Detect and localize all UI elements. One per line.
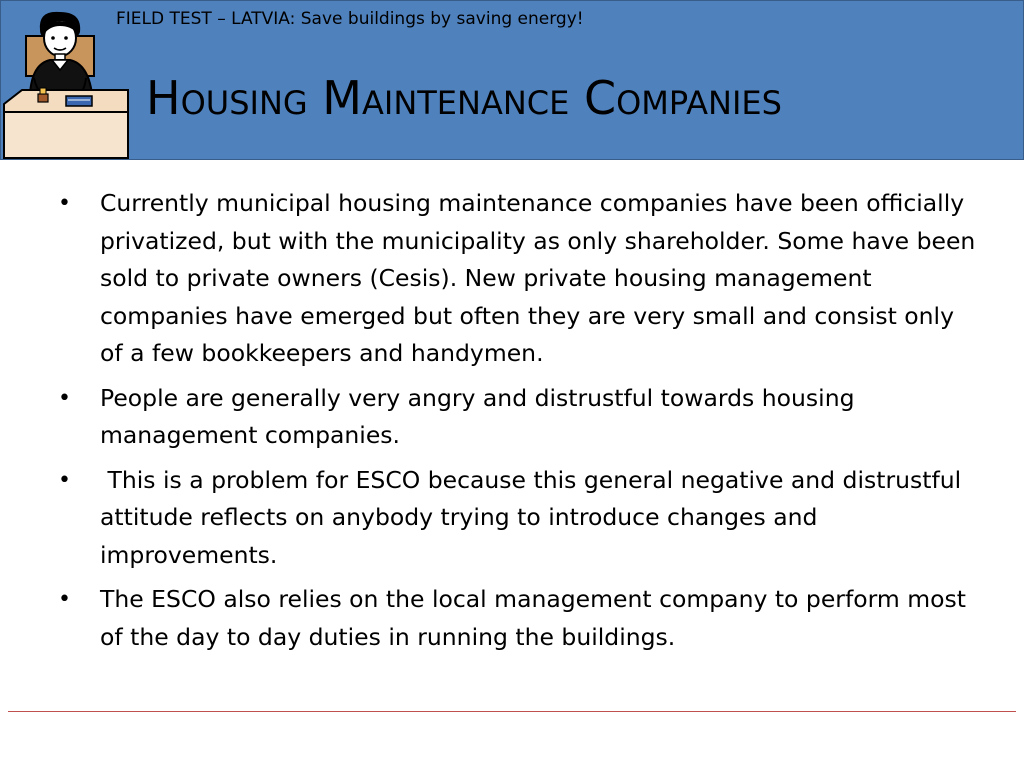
bullet-text: People are generally very angry and distrustful towards housing management companies. bbox=[100, 383, 855, 449]
bullet-item bbox=[58, 380, 978, 455]
slide-title: Housing Maintenance Companies bbox=[146, 71, 782, 125]
bullet-item bbox=[58, 185, 978, 373]
bullet-icon: • bbox=[58, 467, 71, 493]
bullet-item bbox=[58, 462, 978, 575]
office-worker-at-desk-icon bbox=[0, 8, 132, 160]
footer-divider bbox=[8, 711, 1016, 712]
bullet-icon: • bbox=[58, 191, 71, 216]
bullet-item bbox=[58, 581, 978, 656]
slide-subtitle: FIELD TEST – LATVIA: Save buildings by saving energy! bbox=[116, 9, 584, 29]
bullet-text: The ESCO also relies on the local management company to perform most of the day to day duties in running the buildings. bbox=[100, 585, 966, 651]
bullet-icon: • bbox=[58, 587, 71, 612]
bullet-icon: • bbox=[58, 385, 71, 411]
bullet-list bbox=[58, 185, 978, 663]
bullet-text: This is a problem for ESCO because this general negative and distrustful attitude reflects on anybody trying to introduce changes and improvements. bbox=[100, 465, 969, 569]
bullet-text: Currently municipal housing maintenance companies have been officially privatized, but with the municipality as only shareholder. Some have been sold to private owners (Cesis). New private housing management companies have emerged but often they are very small and consist only of a few bookkeepers and handymen. bbox=[100, 189, 976, 367]
